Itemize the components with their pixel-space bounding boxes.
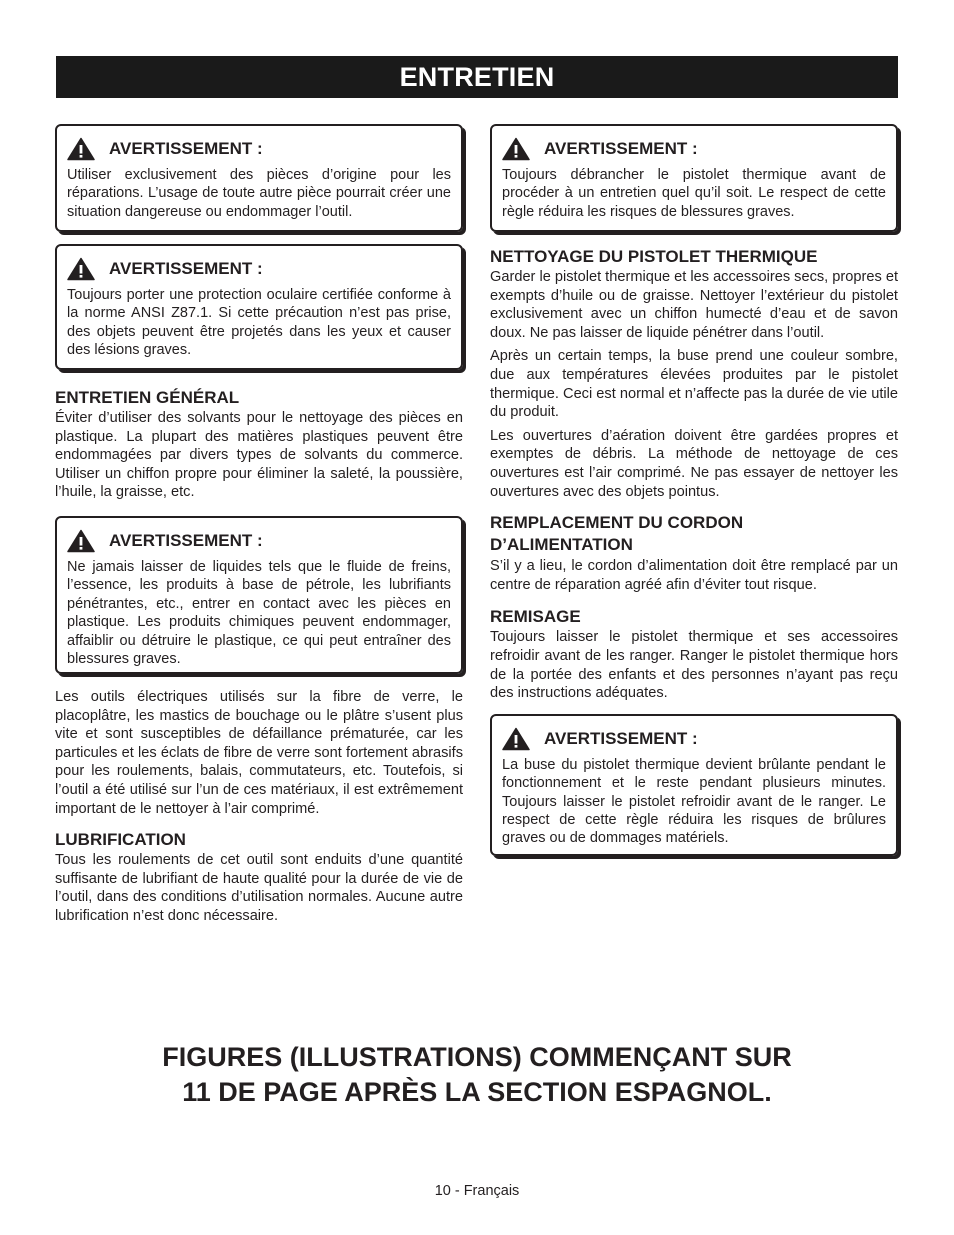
fiberglass-text: Les outils électriques utilisés sur la fibre de verre, le placoplâtre, les mastics de bouchage ou le plâtre s’usent plus vite et sont susceptibles de défaillance prématurée, car les particules et les éclats de fibre de verre sont fortement abrasifs pour les roulements, balais, commutateurs, etc. Toutefois, si l’outil a été utilisé sur l’un de ces matériaux, il est extrêmement important de le nettoyer à l’air comprimé.: [55, 688, 463, 817]
left-column: [55, 124, 463, 926]
figures-notice-line2: 11 DE PAGE APRÈS LA SECTION ESPAGNOL.: [182, 1077, 772, 1107]
figures-notice-line1: FIGURES (ILLUSTRATIONS) COMMENÇANT SUR: [162, 1042, 792, 1072]
warning-triangle-icon: [502, 727, 530, 751]
warning-triangle-icon: [67, 257, 95, 281]
cleaning-text-3: Les ouvertures d’aération doivent être gardées propres et exemptes de débris. La méthode de nettoyage de ces ouvertures est l’air comprimé. Ne pas essayer de nettoyer les ouvertures avec des objets pointus.: [490, 427, 898, 500]
lubrication-heading: LUBRIFICATION: [55, 830, 186, 850]
warning-box-original-parts: [55, 124, 463, 232]
page-footer: 10 - Français: [434, 1183, 520, 1199]
warning-box-liquids: [55, 516, 463, 674]
cord-replacement-heading: [490, 512, 898, 556]
cleaning-heading: NETTOYAGE DU PISTOLET THERMIQUE: [490, 247, 818, 266]
general-maintenance-heading: ENTRETIEN GÉNÉRAL: [55, 388, 240, 407]
warning-triangle-icon: [67, 529, 95, 553]
warning-title: AVERTISSEMENT :: [109, 259, 263, 278]
storage-text: Toujours laisser le pistolet thermique et ses accessoires refroidir avant de les ranger. Ranger le pistolet thermique hors de la portée des enfants et des personnes n’ayant pas reçu des instructions adéquates.: [490, 629, 898, 702]
warning-title: AVERTISSEMENT :: [544, 728, 698, 748]
storage-heading: REMISAGE: [490, 607, 581, 627]
warning-triangle-icon: [67, 137, 95, 161]
general-maintenance-text: Éviter d’utiliser des solvants pour le nettoyage des pièces en plastique. La plupart des matières plastiques peuvent être endommagées par divers types de solvants du commerce. Utiliser un chiffon propre pour éliminer la saleté, la poussière, l’huile, la graisse, etc.: [55, 410, 463, 501]
warning-text: Toujours porter une protection oculaire certifiée conforme à la norme ANSI Z87.1. Si cette précaution n’est pas prise, des objets peuvent être projetés dans les yeux et causer des lésions graves.: [67, 287, 451, 359]
section-banner: ENTRETIEN: [56, 56, 898, 98]
warning-header: [67, 528, 451, 554]
warning-title: AVERTISSEMENT :: [544, 139, 698, 158]
warning-triangle-icon: [502, 137, 530, 161]
warning-header: [67, 136, 451, 162]
warning-text: Toujours débrancher le pistolet thermique avant de procéder à un entretien quel qu’il soit. Le respect de cette règle réduira les risques de blessures graves.: [502, 167, 886, 220]
lubrication-text: Tous les roulements de cet outil sont enduits d’une quantité suffisante de lubrifiant de haute qualité pour la durée de vie de l’outil, dans des conditions d’utilisation normales. Aucune autre lubrification n’est donc nécessaire.: [55, 852, 463, 924]
warning-box-unplug: [490, 124, 898, 232]
cord-heading-line2: D’ALIMENTATION: [490, 535, 633, 555]
cord-replacement-text: S’il y a lieu, le cordon d’alimentation doit être remplacé par un centre de réparation agréé afin d’éviter tout risque.: [490, 558, 898, 593]
right-column: [490, 124, 898, 856]
warning-header: [502, 726, 886, 752]
cord-heading-line1: REMPLACEMENT DU CORDON: [490, 513, 744, 533]
cleaning-text-2: Après un certain temps, la buse prend une couleur sombre, due aux températures élevées produites par le pistolet thermique. Ceci est normal et n’affecte pas la durée de vie utile du produit.: [490, 348, 898, 421]
warning-title: AVERTISSEMENT :: [109, 139, 263, 158]
warning-text: Utiliser exclusivement des pièces d’origine pour les réparations. L’usage de toute autre pièce pourrait créer une situation dangereuse ou endommager l’outil.: [67, 167, 451, 220]
warning-header: [67, 256, 451, 282]
figures-notice: [0, 1040, 954, 1110]
warning-header: [502, 136, 886, 162]
warning-title: AVERTISSEMENT :: [109, 530, 263, 550]
warning-text: La buse du pistolet thermique devient brûlante pendant le fonctionnement et le reste pendant plusieurs minutes. Toujours laisser le pistolet refroidir avant de le ranger. Le respect de cette règle réduira les risques de brûlures graves ou de dommages matériels.: [502, 756, 886, 847]
warning-box-hot-nozzle: [490, 714, 898, 856]
cleaning-text-1: Garder le pistolet thermique et les accessoires secs, propres et exempts d’huile ou de graisse. Nettoyer l’extérieur du pistolet exclusivement avec un chiffon humecté d’eau et de savon doux. Ne pas laisser de liquide pénétrer dans l’outil.: [490, 269, 898, 341]
warning-box-eye-protection: [55, 244, 463, 370]
warning-text: Ne jamais laisser de liquides tels que le fluide de freins, l’essence, les produits à base de pétrole, les lubrifiants pénétrantes, etc., entrer en contact avec les pièces en plastique. Les produits chimiques peuvent endommager, affaiblir ou détruire le plastique, ce qui peut entraîner des blessures graves.: [67, 558, 451, 667]
